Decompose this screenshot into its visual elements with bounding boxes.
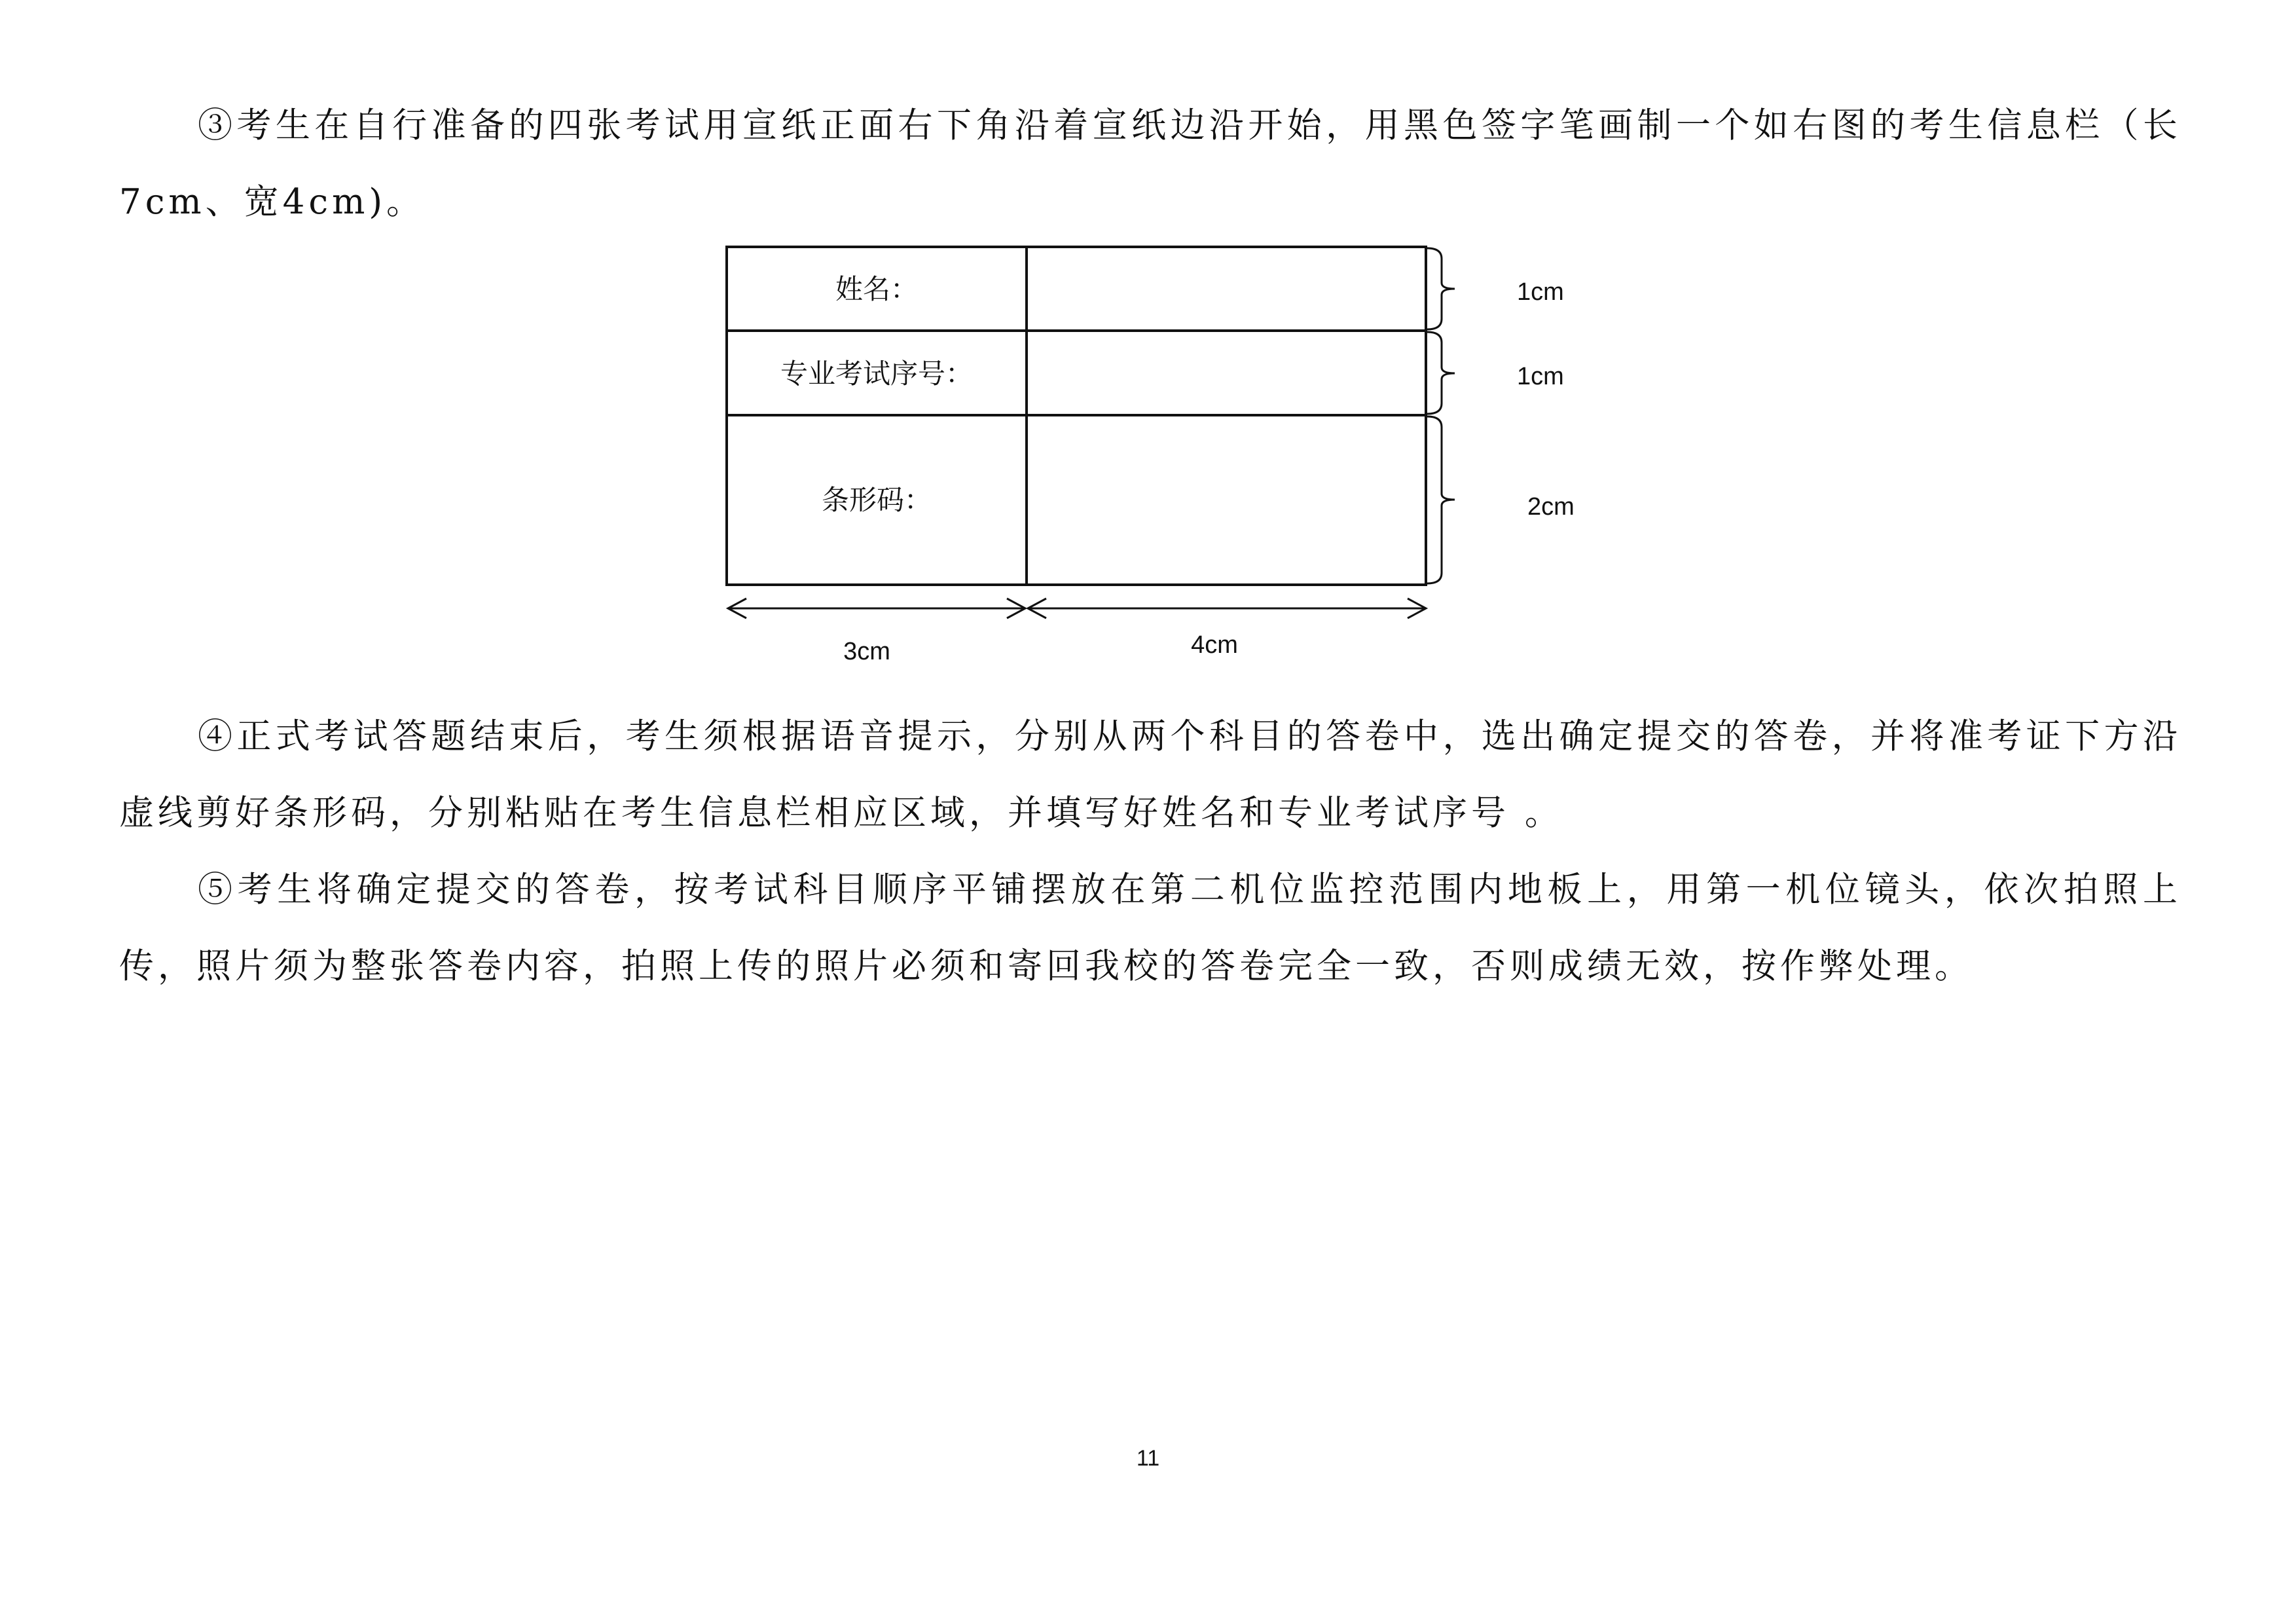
row-1-height-label: 1cm <box>1517 278 1564 306</box>
exam-number-cell-label: 专业考试序号： <box>780 358 974 390</box>
paragraph-item-4: ④正式考试答题结束后，考生须根据语音提示，分别从两个科目的答卷中，选出确定提交的答卷，并将准考证下方沿虚线剪好条形码，分别粘贴在考生信息栏相应区域，并填写好姓名和专业考试序号 。 <box>119 716 2181 833</box>
row-2-height-label: 1cm <box>1517 363 1564 390</box>
name-cell-label: 姓名： <box>835 273 919 305</box>
student-info-box-diagram <box>0 0 2296 694</box>
brace-row-3 <box>1427 416 1455 583</box>
barcode-cell-label: 条形码： <box>821 484 932 516</box>
right-width-label: 4cm <box>1191 631 1238 659</box>
paragraph-item-5: ⑤考生将确定提交的答卷，按考试科目顺序平铺摆放在第二机位监控范围内地板上，用第一机位镜头，依次拍照上传，照片须为整张答卷内容，拍照上传的照片必须和寄回我校的答卷完全一致，否则成绩无效，按作弊处理。 <box>119 870 2181 986</box>
info-box-table <box>727 247 1426 585</box>
page-number: 11 <box>1136 1446 1160 1471</box>
paragraph-item-3: ③考生在自行准备的四张考试用宣纸正面右下角沿着宣纸边沿开始，用黑色签字笔画制一个如右图的考生信息栏（长7cm、宽4cm)。 <box>119 105 2181 222</box>
row-height-braces <box>1427 248 1455 583</box>
left-width-label: 3cm <box>843 638 890 665</box>
width-dimension-arrows <box>728 599 1426 618</box>
row-3-height-label: 2cm <box>1527 493 1575 521</box>
brace-row-1 <box>1427 248 1455 329</box>
brace-row-2 <box>1427 332 1455 414</box>
